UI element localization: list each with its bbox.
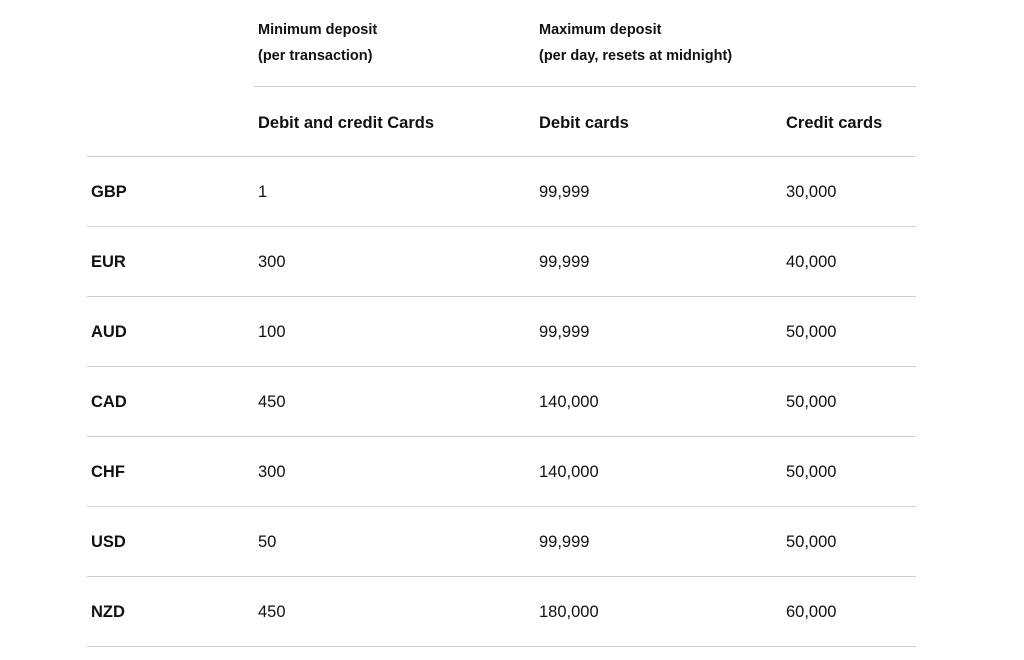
maximum-deposit-subtitle: (per day, resets at midnight) [539,48,733,64]
credit-max-cell: 50,000 [786,323,837,341]
debit-max-cell: 99,999 [539,183,590,201]
currency-cell: NZD [91,603,125,621]
min-deposit-cell: 450 [258,393,286,411]
column-header-debit: Debit cards [539,114,629,132]
debit-max-cell: 99,999 [539,253,590,271]
debit-max-cell: 99,999 [539,323,590,341]
debit-max-cell: 140,000 [539,393,599,411]
min-deposit-cell: 450 [258,603,286,621]
min-deposit-cell: 300 [258,463,286,481]
debit-max-cell: 140,000 [539,463,599,481]
min-deposit-cell: 300 [258,253,286,271]
debit-max-cell: 99,999 [539,533,590,551]
min-deposit-cell: 1 [258,183,268,201]
min-deposit-cell: 50 [258,533,277,551]
credit-max-cell: 50,000 [786,463,837,481]
table-row [87,437,916,507]
currency-cell: AUD [91,323,127,341]
currency-cell: EUR [91,253,126,271]
minimum-deposit-subtitle: (per transaction) [258,48,373,64]
currency-cell: CAD [91,393,127,411]
min-deposit-cell: 100 [258,323,286,341]
table-row [87,367,916,437]
minimum-deposit-title: Minimum deposit [258,22,378,38]
column-header-credit: Credit cards [786,114,883,132]
credit-max-cell: 60,000 [786,603,837,621]
currency-cell: GBP [91,183,127,201]
maximum-deposit-header [539,17,732,69]
table-row [87,507,916,577]
credit-max-cell: 50,000 [786,393,837,411]
credit-max-cell: 50,000 [786,533,837,551]
currency-cell: CHF [91,463,125,481]
debit-max-cell: 180,000 [539,603,599,621]
table-row [87,227,916,297]
maximum-deposit-title: Maximum deposit [539,22,662,38]
currency-cell: USD [91,533,126,551]
column-header-min: Debit and credit Cards [258,114,435,132]
table-row [87,157,916,227]
minimum-deposit-header [258,17,377,69]
table-row [87,297,916,367]
credit-max-cell: 40,000 [786,253,837,271]
header-group-divider [254,86,916,87]
table-body [87,157,916,647]
credit-max-cell: 30,000 [786,183,837,201]
table-row [87,577,916,647]
